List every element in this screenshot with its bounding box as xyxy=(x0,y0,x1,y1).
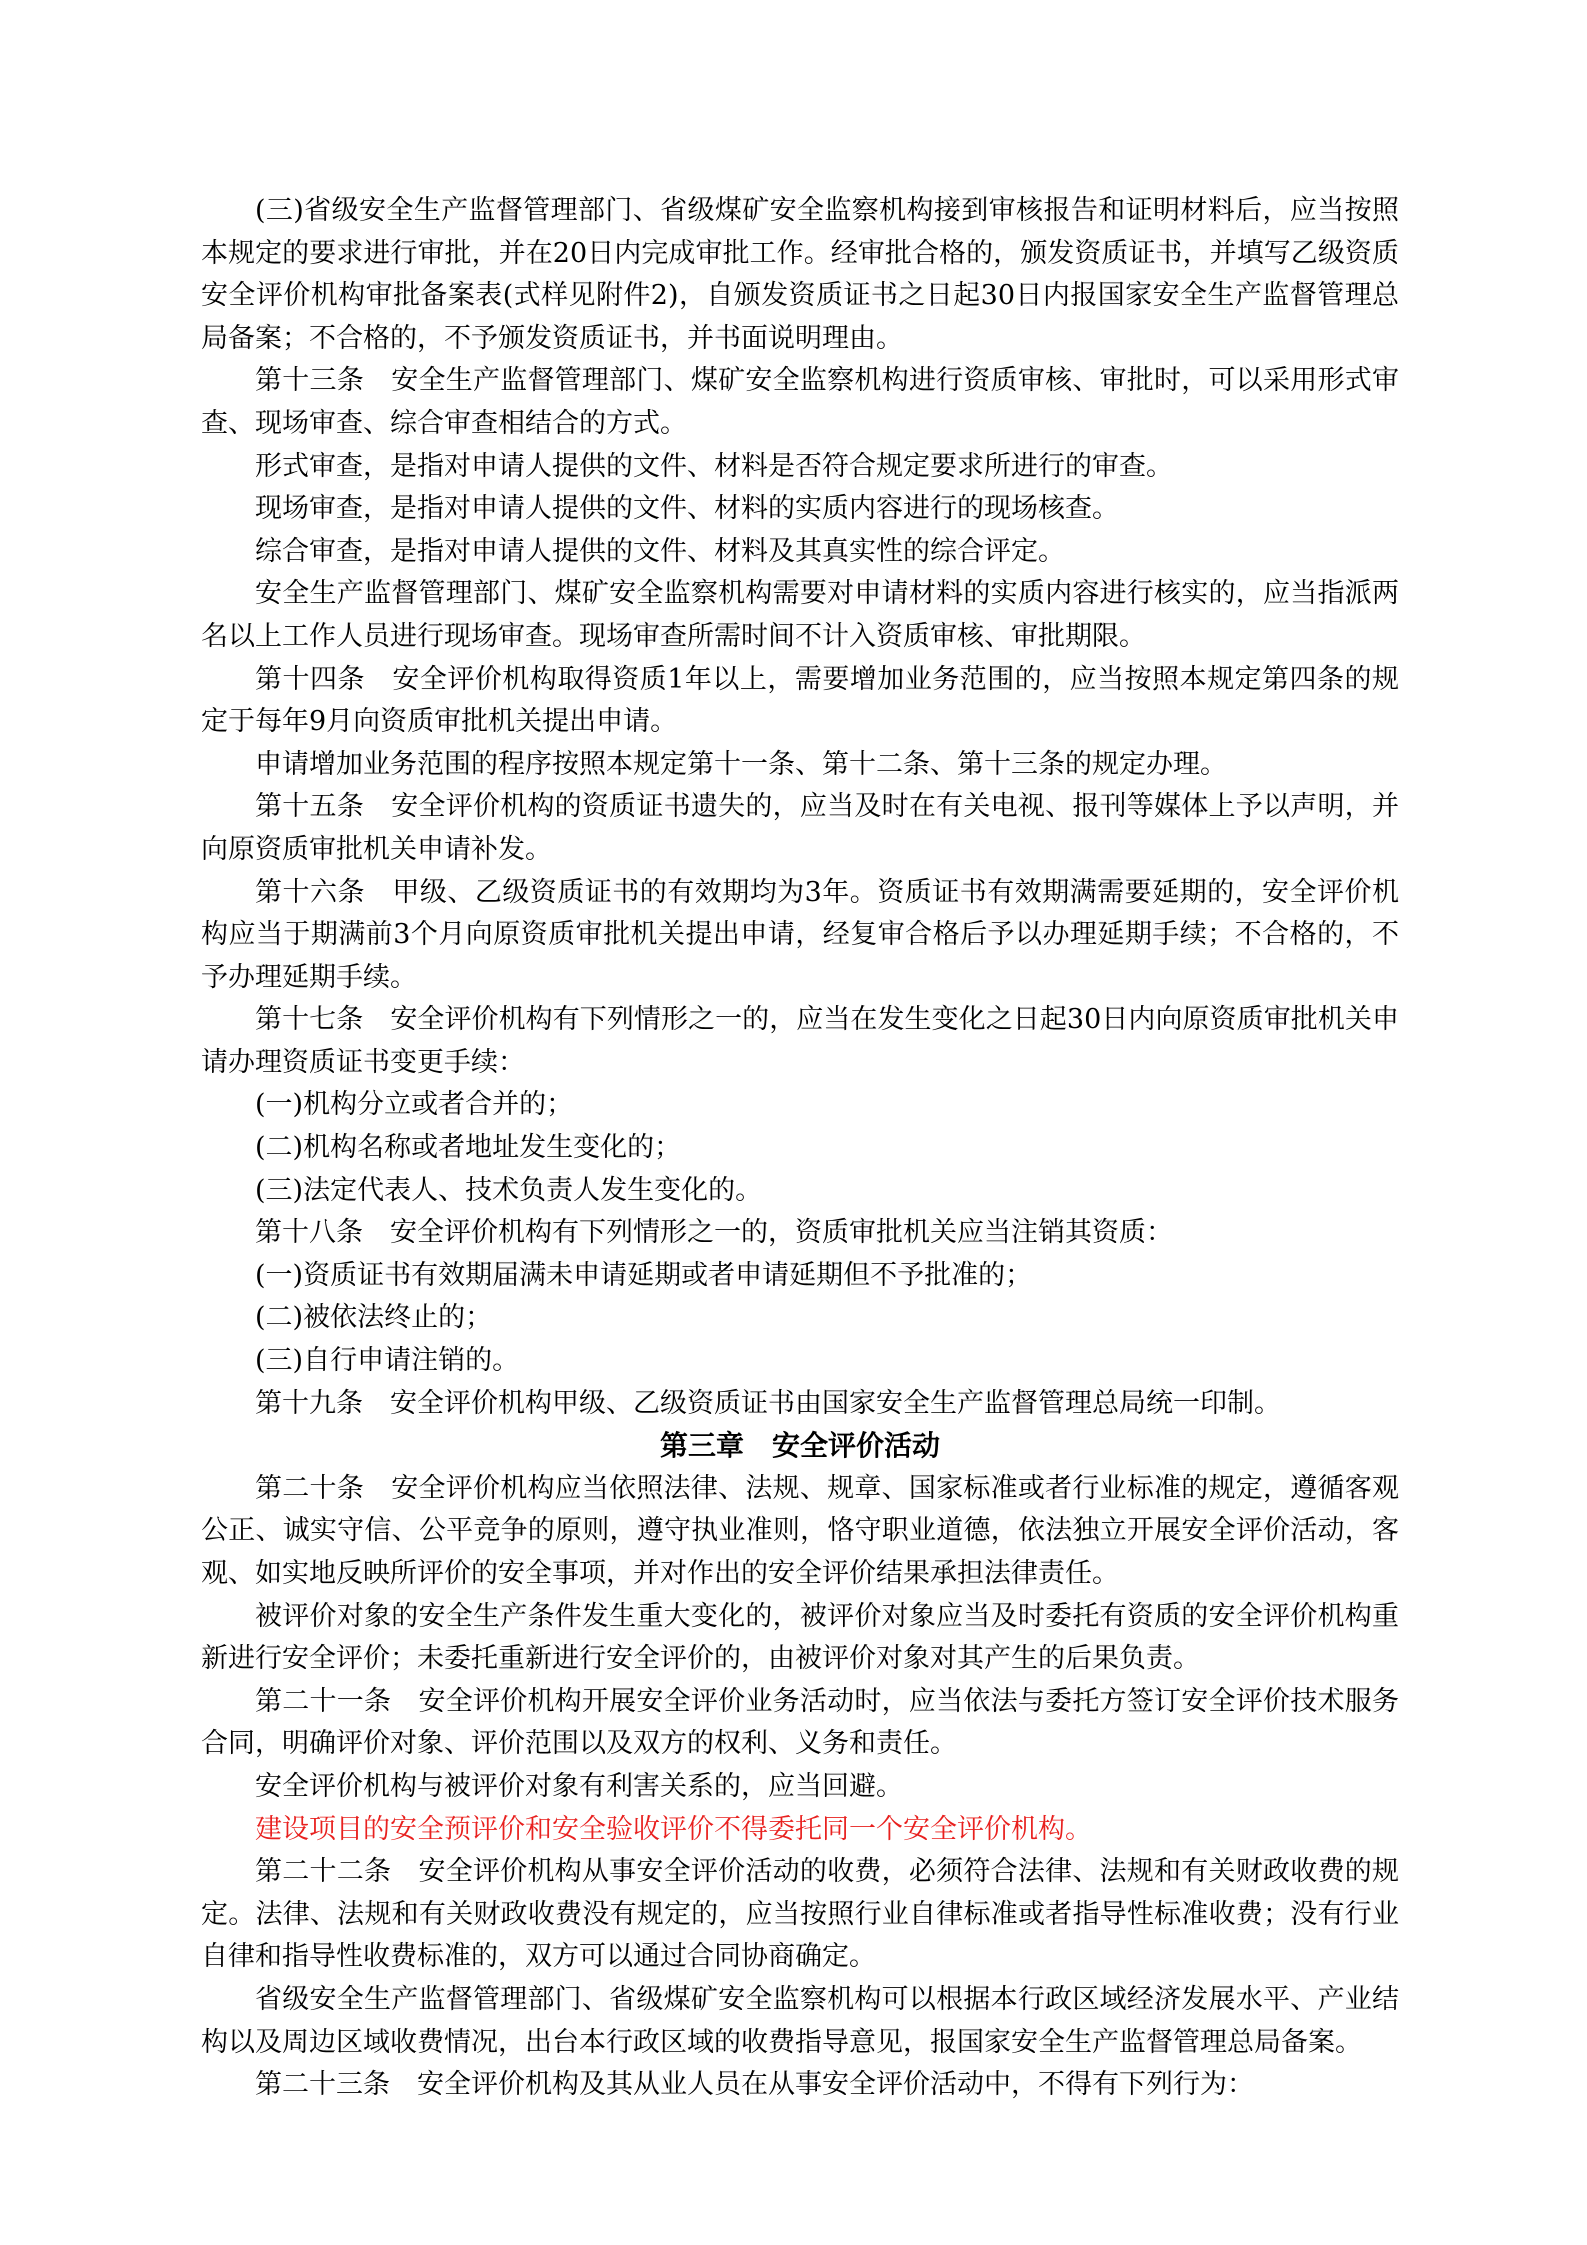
paragraph-comprehensive-review: 综合审查，是指对申请人提供的文件、材料及其真实性的综合评定。 xyxy=(255,535,1065,567)
paragraph-item-3-approval: (三)省级安全生产监督管理部门、省级煤矿安全监察机构接到审核报告和证明材料后，应当按照本规定的要求进行审批，并在20日内完成审批工作。经审批合格的，颁发资质证书，并填写乙级资质安全评价机构审批备案表(式样见附件2)，自颁发资质证书之日起30日内报国家安全生产监督管理总局备案；不合格的，不予颁发资质证书，并书面说明理由。 xyxy=(201,195,1399,354)
list-item: (三)法定代表人、技术负责人发生变化的。 xyxy=(255,1174,763,1206)
paragraph-onsite-review: 现场审查，是指对申请人提供的文件、材料的实质内容进行的现场核查。 xyxy=(255,493,1119,525)
paragraph-verification: 安全生产监督管理部门、煤矿安全监察机构需要对申请材料的实质内容进行核实的，应当指派两名以上工作人员进行现场审查。现场审查所需时间不计入资质审核、审批期限。 xyxy=(201,578,1399,652)
article-20: 第二十条 安全评价机构应当依照法律、法规、规章、国家标准或者行业标准的规定，遵循客观公正、诚实守信、公平竞争的原则，遵守执业准则，恪守职业道德，依法独立开展安全评价活动，客观、如实地反映所评价的安全事项，并对作出的安全评价结果承担法律责任。 xyxy=(201,1472,1399,1589)
article-14: 第十四条 安全评价机构取得资质1年以上，需要增加业务范围的，应当按照本规定第四条的规定于每年9月向资质审批机关提出申请。 xyxy=(201,663,1399,738)
paragraph-highlighted-rule: 建设项目的安全预评价和安全验收评价不得委托同一个安全评价机构。 xyxy=(255,1813,1092,1845)
list-item: (一)机构分立或者合并的； xyxy=(255,1089,574,1121)
list-item: (二)机构名称或者地址发生变化的； xyxy=(255,1132,682,1164)
chapter-heading: 第三章 安全评价活动 xyxy=(659,1429,940,1463)
paragraph-formal-review: 形式审查，是指对申请人提供的文件、材料是否符合规定要求所进行的审查。 xyxy=(255,450,1173,482)
article-18: 第十八条 安全评价机构有下列情形之一的，资质审批机关应当注销其资质： xyxy=(255,1217,1173,1249)
article-15: 第十五条 安全评价机构的资质证书遗失的，应当及时在有关电视、报刊等媒体上予以声明，并向原资质审批机关申请补发。 xyxy=(201,791,1399,865)
article-13: 第十三条 安全生产监督管理部门、煤矿安全监察机构进行资质审核、审批时，可以采用形式审查、现场审查、综合审查相结合的方式。 xyxy=(201,365,1399,439)
article-22: 第二十二条 安全评价机构从事安全评价活动的收费，必须符合法律、法规和有关财政收费的规定。法律、法规和有关财政收费没有规定的，应当按照行业自律标准或者指导性标准收费；没有行业自律和指导性收费标准的，双方可以通过合同协商确定。 xyxy=(201,1856,1399,1973)
paragraph-scope-procedure: 申请增加业务范围的程序按照本规定第十一条、第十二条、第十三条的规定办理。 xyxy=(255,748,1227,780)
paragraph-reassessment: 被评价对象的安全生产条件发生重大变化的，被评价对象应当及时委托有资质的安全评价机构重新进行安全评价；未委托重新进行安全评价的，由被评价对象对其产生的后果负责。 xyxy=(201,1600,1399,1675)
document-body xyxy=(201,190,1399,2107)
list-item: (一)资质证书有效期届满未申请延期或者申请延期但不予批准的； xyxy=(255,1259,1033,1291)
list-item: (三)自行申请注销的。 xyxy=(255,1345,520,1377)
paragraph-recusal: 安全评价机构与被评价对象有利害关系的，应当回避。 xyxy=(255,1770,903,1802)
article-23: 第二十三条 安全评价机构及其从业人员在从事安全评价活动中，不得有下列行为： xyxy=(255,2069,1254,2101)
article-16: 第十六条 甲级、乙级资质证书的有效期均为3年。资质证书有效期满需要延期的，安全评价机构应当于期满前3个月向原资质审批机关提出申请，经复审合格后予以办理延期手续；不合格的，不予办理延期手续。 xyxy=(201,876,1399,993)
article-19: 第十九条 安全评价机构甲级、乙级资质证书由国家安全生产监督管理总局统一印制。 xyxy=(255,1387,1281,1419)
article-17: 第十七条 安全评价机构有下列情形之一的，应当在发生变化之日起30日内向原资质审批机关申请办理资质证书变更手续： xyxy=(201,1004,1399,1078)
list-item: (二)被依法终止的； xyxy=(255,1302,493,1334)
article-21: 第二十一条 安全评价机构开展安全评价业务活动时，应当依法与委托方签订安全评价技术服务合同，明确评价对象、评价范围以及双方的权利、义务和责任。 xyxy=(201,1685,1399,1760)
paragraph-fee-guidance: 省级安全生产监督管理部门、省级煤矿安全监察机构可以根据本行政区域经济发展水平、产业结构以及周边区域收费情况，出台本行政区域的收费指导意见，报国家安全生产监督管理总局备案。 xyxy=(201,1983,1399,2058)
